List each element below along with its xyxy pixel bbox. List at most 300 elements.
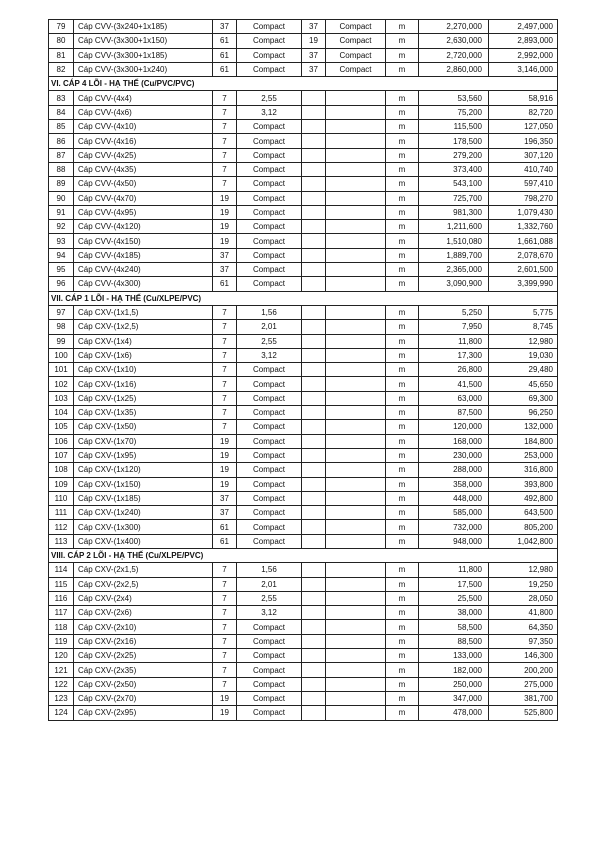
wire-type: Compact <box>237 477 302 491</box>
wire-type: 3,12 <box>237 348 302 362</box>
unit: m <box>386 448 419 462</box>
wire-count: 19 <box>213 191 237 205</box>
price-before-tax: 2,860,000 <box>419 62 489 76</box>
unit: m <box>386 220 419 234</box>
neutral-wire-count <box>302 634 326 648</box>
unit: m <box>386 506 419 520</box>
price-before-tax: 448,000 <box>419 491 489 505</box>
table-row <box>49 649 558 663</box>
price-before-tax: 373,400 <box>419 162 489 176</box>
cable-name: Cáp CVV-(4x120) <box>74 220 213 234</box>
wire-type: Compact <box>237 34 302 48</box>
unit: m <box>386 706 419 720</box>
wire-count: 19 <box>213 706 237 720</box>
price-before-tax: 1,510,080 <box>419 234 489 248</box>
neutral-wire-type <box>326 234 386 248</box>
row-number: 85 <box>49 120 74 134</box>
table-row <box>49 663 558 677</box>
table-row <box>49 162 558 176</box>
wire-type: Compact <box>237 48 302 62</box>
wire-type: Compact <box>237 234 302 248</box>
neutral-wire-count <box>302 377 326 391</box>
row-number: 114 <box>49 563 74 577</box>
wire-count: 7 <box>213 320 237 334</box>
price-after-tax: 64,350 <box>489 620 558 634</box>
price-before-tax: 1,211,600 <box>419 220 489 234</box>
price-before-tax: 288,000 <box>419 463 489 477</box>
unit: m <box>386 620 419 634</box>
cable-name: Cáp CXV-(1x25) <box>74 391 213 405</box>
wire-count: 7 <box>213 420 237 434</box>
neutral-wire-type: Compact <box>326 20 386 34</box>
neutral-wire-type <box>326 634 386 648</box>
neutral-wire-count <box>302 177 326 191</box>
wire-type: Compact <box>237 263 302 277</box>
table-row <box>49 634 558 648</box>
neutral-wire-type <box>326 120 386 134</box>
price-after-tax: 316,800 <box>489 463 558 477</box>
wire-count: 7 <box>213 134 237 148</box>
neutral-wire-count: 37 <box>302 62 326 76</box>
price-before-tax: 38,000 <box>419 606 489 620</box>
neutral-wire-count <box>302 191 326 205</box>
unit: m <box>386 491 419 505</box>
neutral-wire-type <box>326 649 386 663</box>
wire-type: Compact <box>237 62 302 76</box>
cable-name: Cáp CXV-(2x50) <box>74 677 213 691</box>
unit: m <box>386 577 419 591</box>
unit: m <box>386 663 419 677</box>
neutral-wire-type <box>326 91 386 105</box>
wire-count: 61 <box>213 277 237 291</box>
price-after-tax: 96,250 <box>489 406 558 420</box>
cable-name: Cáp CVV-(4x150) <box>74 234 213 248</box>
price-after-tax: 2,601,500 <box>489 263 558 277</box>
neutral-wire-count: 37 <box>302 20 326 34</box>
cable-name: Cáp CXV-(2x70) <box>74 691 213 705</box>
price-before-tax: 53,560 <box>419 91 489 105</box>
unit: m <box>386 34 419 48</box>
neutral-wire-count <box>302 334 326 348</box>
neutral-wire-count <box>302 463 326 477</box>
wire-type: Compact <box>237 377 302 391</box>
cable-name: Cáp CXV-(1x95) <box>74 448 213 462</box>
wire-count: 7 <box>213 177 237 191</box>
unit: m <box>386 120 419 134</box>
cable-name: Cáp CXV-(2x4) <box>74 591 213 605</box>
cable-name: Cáp CXV-(2x25) <box>74 649 213 663</box>
row-number: 91 <box>49 205 74 219</box>
wire-count: 37 <box>213 263 237 277</box>
price-after-tax: 805,200 <box>489 520 558 534</box>
table-row <box>49 406 558 420</box>
price-before-tax: 358,000 <box>419 477 489 491</box>
neutral-wire-count <box>302 434 326 448</box>
neutral-wire-type <box>326 577 386 591</box>
price-after-tax: 2,893,000 <box>489 34 558 48</box>
table-row <box>49 377 558 391</box>
table-row <box>49 205 558 219</box>
unit: m <box>386 48 419 62</box>
wire-count: 7 <box>213 663 237 677</box>
price-after-tax: 12,980 <box>489 563 558 577</box>
neutral-wire-type <box>326 334 386 348</box>
wire-count: 61 <box>213 520 237 534</box>
unit: m <box>386 534 419 548</box>
neutral-wire-count <box>302 563 326 577</box>
price-before-tax: 17,500 <box>419 577 489 591</box>
wire-count: 19 <box>213 434 237 448</box>
wire-count: 7 <box>213 162 237 176</box>
neutral-wire-type <box>326 377 386 391</box>
price-after-tax: 275,000 <box>489 677 558 691</box>
neutral-wire-type <box>326 363 386 377</box>
price-after-tax: 381,700 <box>489 691 558 705</box>
neutral-wire-type <box>326 477 386 491</box>
table-row <box>49 334 558 348</box>
row-number: 94 <box>49 248 74 262</box>
price-before-tax: 279,200 <box>419 148 489 162</box>
wire-count: 19 <box>213 463 237 477</box>
neutral-wire-type <box>326 534 386 548</box>
neutral-wire-count <box>302 677 326 691</box>
price-after-tax: 643,500 <box>489 506 558 520</box>
wire-type: Compact <box>237 506 302 520</box>
table-row <box>49 177 558 191</box>
cable-name: Cáp CXV-(1x300) <box>74 520 213 534</box>
cable-name: Cáp CXV-(1x70) <box>74 434 213 448</box>
neutral-wire-count <box>302 91 326 105</box>
neutral-wire-count <box>302 406 326 420</box>
cable-name: Cáp CVV-(3x300+1x150) <box>74 34 213 48</box>
wire-count: 7 <box>213 391 237 405</box>
neutral-wire-count <box>302 263 326 277</box>
neutral-wire-type <box>326 105 386 119</box>
cable-name: Cáp CVV-(4x35) <box>74 162 213 176</box>
row-number: 98 <box>49 320 74 334</box>
price-after-tax: 19,250 <box>489 577 558 591</box>
price-after-tax: 58,916 <box>489 91 558 105</box>
unit: m <box>386 105 419 119</box>
wire-type: 2,01 <box>237 577 302 591</box>
price-after-tax: 28,050 <box>489 591 558 605</box>
neutral-wire-count <box>302 706 326 720</box>
neutral-wire-type <box>326 706 386 720</box>
wire-count: 19 <box>213 205 237 219</box>
neutral-wire-count <box>302 205 326 219</box>
neutral-wire-type <box>326 563 386 577</box>
wire-count: 37 <box>213 248 237 262</box>
price-after-tax: 45,650 <box>489 377 558 391</box>
neutral-wire-count <box>302 620 326 634</box>
price-after-tax: 2,497,000 <box>489 20 558 34</box>
table-row <box>49 677 558 691</box>
price-before-tax: 7,950 <box>419 320 489 334</box>
wire-type: Compact <box>237 162 302 176</box>
neutral-wire-count <box>302 591 326 605</box>
wire-count: 7 <box>213 91 237 105</box>
table-row <box>49 105 558 119</box>
row-number: 106 <box>49 434 74 448</box>
table-row <box>49 305 558 319</box>
neutral-wire-count <box>302 320 326 334</box>
unit: m <box>386 20 419 34</box>
price-before-tax: 17,300 <box>419 348 489 362</box>
table-row <box>49 277 558 291</box>
neutral-wire-count <box>302 391 326 405</box>
neutral-wire-count <box>302 577 326 591</box>
price-after-tax: 132,000 <box>489 420 558 434</box>
price-after-tax: 200,200 <box>489 663 558 677</box>
cable-name: Cáp CXV-(2x1,5) <box>74 563 213 577</box>
neutral-wire-count: 19 <box>302 34 326 48</box>
unit: m <box>386 320 419 334</box>
row-number: 118 <box>49 620 74 634</box>
unit: m <box>386 520 419 534</box>
neutral-wire-count <box>302 220 326 234</box>
price-after-tax: 69,300 <box>489 391 558 405</box>
price-after-tax: 798,270 <box>489 191 558 205</box>
neutral-wire-type <box>326 520 386 534</box>
price-after-tax: 525,800 <box>489 706 558 720</box>
neutral-wire-count <box>302 120 326 134</box>
price-before-tax: 75,200 <box>419 105 489 119</box>
wire-count: 7 <box>213 677 237 691</box>
wire-count: 37 <box>213 20 237 34</box>
neutral-wire-type <box>326 162 386 176</box>
wire-count: 7 <box>213 105 237 119</box>
cable-name: Cáp CXV-(2x95) <box>74 706 213 720</box>
unit: m <box>386 263 419 277</box>
price-before-tax: 478,000 <box>419 706 489 720</box>
neutral-wire-type <box>326 448 386 462</box>
unit: m <box>386 91 419 105</box>
neutral-wire-type <box>326 620 386 634</box>
cable-name: Cáp CXV-(1x240) <box>74 506 213 520</box>
wire-count: 19 <box>213 234 237 248</box>
row-number: 122 <box>49 677 74 691</box>
cable-name: Cáp CVV-(3x300+1x240) <box>74 62 213 76</box>
table-row <box>49 91 558 105</box>
price-before-tax: 725,700 <box>419 191 489 205</box>
neutral-wire-type <box>326 606 386 620</box>
wire-count: 61 <box>213 34 237 48</box>
price-before-tax: 585,000 <box>419 506 489 520</box>
neutral-wire-type <box>326 191 386 205</box>
cable-name: Cáp CXV-(2x6) <box>74 606 213 620</box>
wire-count: 61 <box>213 62 237 76</box>
cable-name: Cáp CVV-(4x4) <box>74 91 213 105</box>
unit: m <box>386 420 419 434</box>
table-row <box>49 420 558 434</box>
wire-count: 7 <box>213 620 237 634</box>
unit: m <box>386 563 419 577</box>
price-after-tax: 196,350 <box>489 134 558 148</box>
row-number: 87 <box>49 148 74 162</box>
neutral-wire-count <box>302 448 326 462</box>
neutral-wire-count <box>302 134 326 148</box>
price-before-tax: 168,000 <box>419 434 489 448</box>
price-before-tax: 58,500 <box>419 620 489 634</box>
price-before-tax: 2,365,000 <box>419 263 489 277</box>
row-number: 109 <box>49 477 74 491</box>
row-number: 102 <box>49 377 74 391</box>
cable-name: Cáp CVV-(4x16) <box>74 134 213 148</box>
neutral-wire-count <box>302 477 326 491</box>
wire-type: Compact <box>237 20 302 34</box>
neutral-wire-count <box>302 520 326 534</box>
row-number: 123 <box>49 691 74 705</box>
cable-name: Cáp CXV-(1x4) <box>74 334 213 348</box>
cable-name: Cáp CXV-(2x2,5) <box>74 577 213 591</box>
price-before-tax: 2,630,000 <box>419 34 489 48</box>
wire-count: 7 <box>213 305 237 319</box>
neutral-wire-count <box>302 148 326 162</box>
table-row <box>49 191 558 205</box>
price-table <box>48 19 558 721</box>
wire-type: Compact <box>237 706 302 720</box>
neutral-wire-count <box>302 277 326 291</box>
row-number: 120 <box>49 649 74 663</box>
cable-name: Cáp CVV-(4x300) <box>74 277 213 291</box>
wire-count: 7 <box>213 348 237 362</box>
wire-count: 7 <box>213 334 237 348</box>
unit: m <box>386 463 419 477</box>
cable-name: Cáp CVV-(4x25) <box>74 148 213 162</box>
section-header-row <box>49 291 558 305</box>
wire-type: Compact <box>237 120 302 134</box>
price-after-tax: 19,030 <box>489 348 558 362</box>
price-after-tax: 1,042,800 <box>489 534 558 548</box>
wire-type: Compact <box>237 148 302 162</box>
price-after-tax: 307,120 <box>489 148 558 162</box>
unit: m <box>386 62 419 76</box>
cable-name: Cáp CXV-(1x35) <box>74 406 213 420</box>
wire-type: Compact <box>237 620 302 634</box>
table-row <box>49 220 558 234</box>
section-header-row <box>49 77 558 91</box>
price-after-tax: 184,800 <box>489 434 558 448</box>
unit: m <box>386 377 419 391</box>
price-before-tax: 250,000 <box>419 677 489 691</box>
price-before-tax: 133,000 <box>419 649 489 663</box>
wire-count: 19 <box>213 691 237 705</box>
table-row <box>49 491 558 505</box>
wire-type: 2,01 <box>237 320 302 334</box>
table-row <box>49 448 558 462</box>
price-list-sheet <box>48 19 557 721</box>
unit: m <box>386 205 419 219</box>
table-row <box>49 363 558 377</box>
neutral-wire-type <box>326 263 386 277</box>
neutral-wire-type <box>326 134 386 148</box>
row-number: 96 <box>49 277 74 291</box>
price-after-tax: 29,480 <box>489 363 558 377</box>
price-before-tax: 178,500 <box>419 134 489 148</box>
cable-name: Cáp CXV-(2x16) <box>74 634 213 648</box>
unit: m <box>386 434 419 448</box>
cable-name: Cáp CXV-(2x10) <box>74 620 213 634</box>
price-after-tax: 41,800 <box>489 606 558 620</box>
table-row <box>49 320 558 334</box>
neutral-wire-count <box>302 348 326 362</box>
unit: m <box>386 406 419 420</box>
unit: m <box>386 248 419 262</box>
price-before-tax: 347,000 <box>419 691 489 705</box>
table-row <box>49 391 558 405</box>
price-after-tax: 1,332,760 <box>489 220 558 234</box>
price-before-tax: 115,500 <box>419 120 489 134</box>
table-row <box>49 62 558 76</box>
price-before-tax: 87,500 <box>419 406 489 420</box>
unit: m <box>386 348 419 362</box>
wire-type: Compact <box>237 634 302 648</box>
neutral-wire-type <box>326 220 386 234</box>
wire-count: 37 <box>213 491 237 505</box>
wire-type: Compact <box>237 134 302 148</box>
row-number: 89 <box>49 177 74 191</box>
price-after-tax: 97,350 <box>489 634 558 648</box>
row-number: 92 <box>49 220 74 234</box>
table-row <box>49 620 558 634</box>
row-number: 107 <box>49 448 74 462</box>
row-number: 79 <box>49 20 74 34</box>
wire-count: 7 <box>213 363 237 377</box>
table-row <box>49 134 558 148</box>
wire-type: Compact <box>237 448 302 462</box>
neutral-wire-type: Compact <box>326 34 386 48</box>
wire-type: Compact <box>237 191 302 205</box>
table-row <box>49 563 558 577</box>
row-number: 101 <box>49 363 74 377</box>
wire-type: Compact <box>237 177 302 191</box>
table-row <box>49 691 558 705</box>
price-before-tax: 981,300 <box>419 205 489 219</box>
unit: m <box>386 234 419 248</box>
neutral-wire-count <box>302 363 326 377</box>
neutral-wire-count <box>302 534 326 548</box>
cable-name: Cáp CVV-(4x10) <box>74 120 213 134</box>
row-number: 99 <box>49 334 74 348</box>
neutral-wire-type <box>326 305 386 319</box>
table-row <box>49 20 558 34</box>
neutral-wire-count <box>302 234 326 248</box>
wire-type: Compact <box>237 534 302 548</box>
price-after-tax: 127,050 <box>489 120 558 134</box>
cable-name: Cáp CXV-(1x2,5) <box>74 320 213 334</box>
neutral-wire-count <box>302 105 326 119</box>
row-number: 115 <box>49 577 74 591</box>
table-row <box>49 148 558 162</box>
neutral-wire-type <box>326 177 386 191</box>
row-number: 119 <box>49 634 74 648</box>
price-before-tax: 948,000 <box>419 534 489 548</box>
neutral-wire-type <box>326 320 386 334</box>
price-before-tax: 1,889,700 <box>419 248 489 262</box>
row-number: 103 <box>49 391 74 405</box>
price-before-tax: 63,000 <box>419 391 489 405</box>
neutral-wire-type <box>326 506 386 520</box>
table-row <box>49 348 558 362</box>
cable-name: Cáp CXV-(1x1,5) <box>74 305 213 319</box>
price-before-tax: 25,500 <box>419 591 489 605</box>
price-after-tax: 492,800 <box>489 491 558 505</box>
wire-count: 7 <box>213 120 237 134</box>
row-number: 110 <box>49 491 74 505</box>
unit: m <box>386 634 419 648</box>
row-number: 93 <box>49 234 74 248</box>
wire-type: 1,56 <box>237 563 302 577</box>
